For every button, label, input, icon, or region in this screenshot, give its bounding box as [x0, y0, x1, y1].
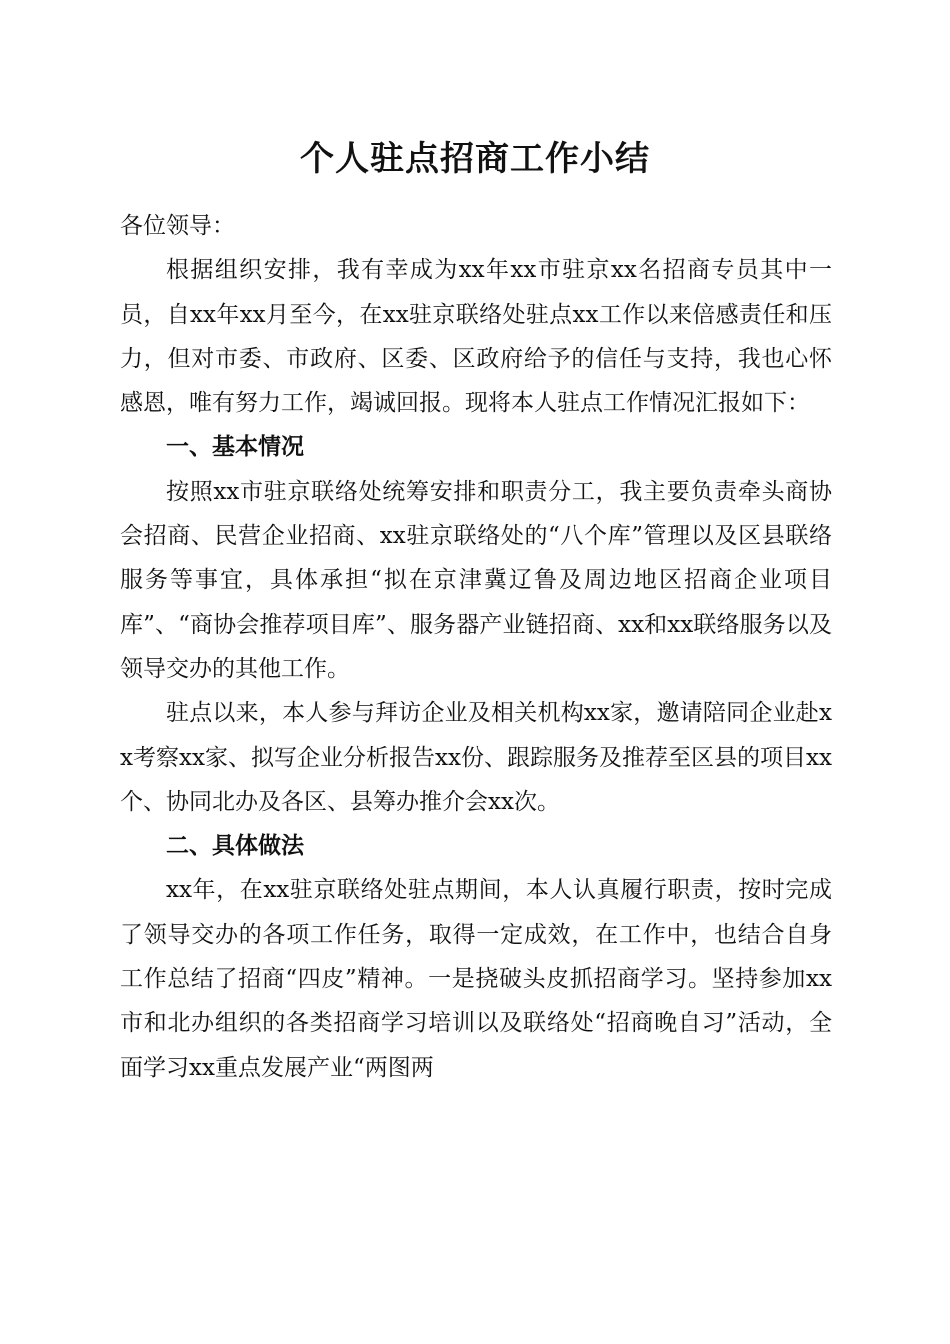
section-heading-basic-situation: 一、基本情况: [166, 434, 304, 461]
document-title: 个人驻点招商工作小结: [300, 139, 650, 179]
section2-paragraph-1: xx年，在xx驻京联络处驻点期间，本人认真履行职责，按时完成了领导交办的各项工作任务，取得一定成效，在工作中，也结合自身工作总结了招商“四皮”精神。一是挠破头皮抓招商学习。坚持参加xx市和北办组织的各类招商学习培训以及联络处“招商晚自习”活动，全面学习xx重点发展产业“两图两: [120, 877, 832, 1081]
section1-paragraph-1: 按照xx市驻京联络处统筹安排和职责分工，我主要负责牵头商协会招商、民营企业招商、xx驻京联络处的“八个库”管理以及区县联络服务等事宜，具体承担“拟在京津冀辽鲁及周边地区招商企业项目库”、“商协会推荐项目库”、服务器产业链招商、xx和xx联络服务以及领导交办的其他工作。: [120, 478, 832, 682]
salutation: 各位领导：: [120, 213, 235, 239]
section1-paragraph-2: 驻点以来，本人参与拜访企业及相关机构xx家，邀请陪同企业赴xx考察xx家、拟写企业分析报告xx份、跟踪服务及推荐至区县的项目xx个、协同北办及各区、县筹办推介会xx次。: [120, 700, 832, 815]
intro-paragraph: 根据组织安排，我有幸成为xx年xx市驻京xx名招商专员其中一员，自xx年xx月至今，在xx驻京联络处驻点xx工作以来倍感责任和压力，但对市委、市政府、区委、区政府给予的信任与支持，我也心怀感恩，唯有努力工作，竭诚回报。现将本人驻点工作情况汇报如下：: [120, 257, 832, 417]
document-body: [120, 204, 832, 1090]
section-heading-specific-practices: 二、具体做法: [166, 833, 304, 860]
